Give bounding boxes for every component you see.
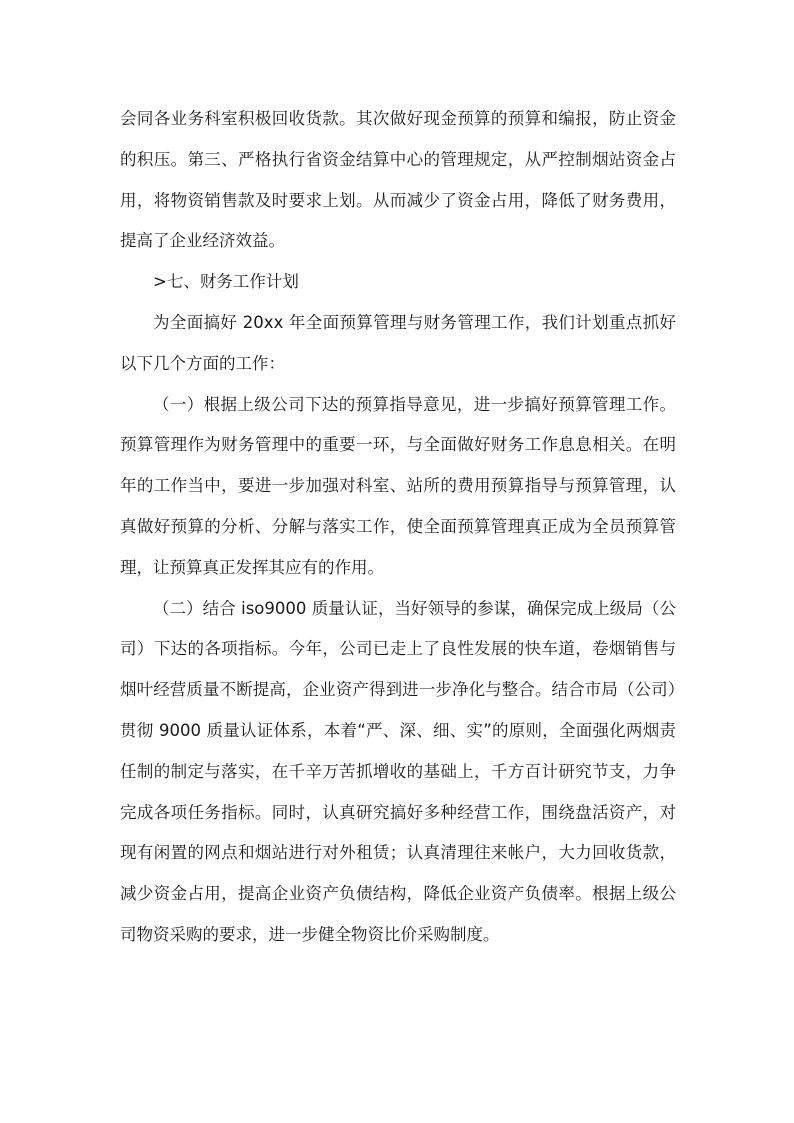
plan-item-1-paragraph: （一）根据上级公司下达的预算指导意见，进一步搞好预算管理工作。预算管理作为财务管理中的重要一环，与全面做好财务工作息息相关。在明年的工作当中，要进一步加强对科室、站所的费用预算指导与预算管理，认真做好预算的分析、分解与落实工作，使全面预算管理真正成为全员预算管理，让预算真正发挥其应有的作用。 <box>120 394 676 577</box>
continuation-paragraph: 会同各业务科室积极回收货款。其次做好现金预算的预算和编报，防止资金的积压。第三、严格执行省资金结算中心的管理规定，从严控制烟站资金占用，将物资销售款及时要求上划。从而减少了资金占用，降低了财务费用，提高了企业经济效益。 <box>120 109 676 251</box>
plan-item-2-paragraph: （二）结合 iso9000 质量认证，当好领导的参谋，确保完成上级局（公司）下达的各项指标。今年，公司已走上了良性发展的快车道，卷烟销售与烟叶经营质量不断提高，企业资产得到进一步净化与整合。结合市局（公司）贯彻 9000 质量认证体系，本着“严、深、细、实”的原则，全面强化两烟责任制的制定与落实，在千辛万苦抓增收的基础上，千方百计研究节支，力争完成各项任务指标。同时，认真研究搞好多种经营工作，围绕盘活资产，对现有闲置的网点和烟站进行对外租赁；认真清理往来帐户，大力回收货款，减少资金占用，提高企业资产负债结构，降低企业资产负债率。根据上级公司物资采购的要求，进一步健全物资比价采购制度。 <box>120 598 676 944</box>
document-body <box>120 99 676 956</box>
section-heading: >七、财务工作计划 <box>153 272 299 292</box>
intro-paragraph: 为全面搞好 20xx 年全面预算管理与财务管理工作，我们计划重点抓好以下几个方面的工作： <box>120 312 676 373</box>
